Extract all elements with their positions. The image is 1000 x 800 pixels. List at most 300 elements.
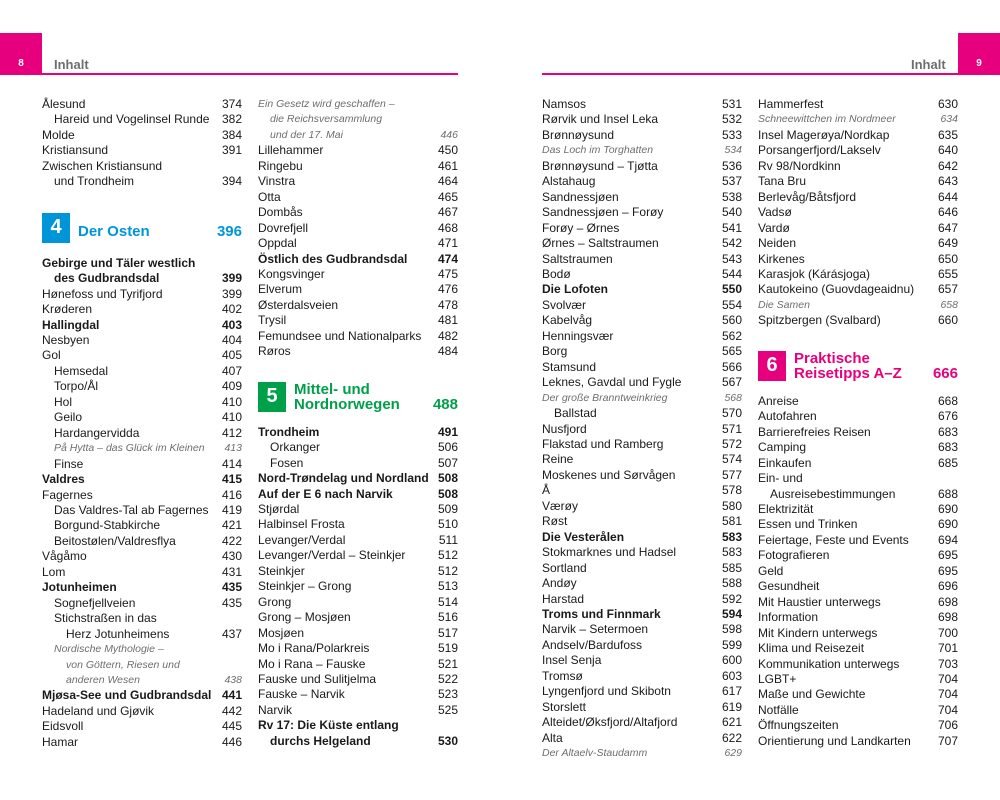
toc-entry[interactable] bbox=[758, 610, 958, 625]
toc-entry[interactable] bbox=[258, 252, 458, 267]
toc-entry[interactable] bbox=[258, 282, 458, 297]
toc-entry[interactable] bbox=[258, 687, 458, 702]
toc-entry-title: Alta bbox=[542, 730, 563, 745]
toc-entry[interactable] bbox=[542, 360, 742, 375]
toc-entry[interactable] bbox=[758, 298, 958, 313]
toc-entry-page: 382 bbox=[221, 112, 242, 127]
toc-entry[interactable] bbox=[758, 718, 958, 733]
toc-entry[interactable] bbox=[258, 329, 458, 344]
toc-entry-page: 577 bbox=[721, 467, 742, 482]
toc-entry[interactable] bbox=[42, 128, 242, 143]
toc-entry-page: 560 bbox=[721, 313, 742, 328]
toc-entry-page: 644 bbox=[937, 189, 958, 204]
toc-entry-page: 481 bbox=[437, 313, 458, 328]
toc-entry[interactable] bbox=[758, 221, 958, 236]
toc-entry[interactable] bbox=[758, 517, 958, 532]
toc-entry-title: Oppdal bbox=[258, 236, 297, 251]
toc-entry-title: Gesundheit bbox=[758, 579, 820, 594]
toc-entry-page: 704 bbox=[937, 687, 958, 702]
toc-entry-page: 629 bbox=[724, 747, 742, 760]
toc-entry[interactable] bbox=[758, 409, 958, 424]
toc-entry[interactable] bbox=[542, 746, 742, 761]
toc-entry[interactable] bbox=[758, 112, 958, 127]
toc-entry[interactable] bbox=[758, 579, 958, 594]
toc-entry-title: Ringebu bbox=[258, 158, 303, 173]
toc-entry[interactable] bbox=[42, 549, 242, 564]
toc-entry-title: Torpo/Ål bbox=[54, 379, 99, 394]
toc-entry-title: Røst bbox=[542, 514, 568, 529]
chapter-6-title bbox=[786, 351, 933, 381]
toc-entry[interactable] bbox=[542, 112, 742, 127]
toc-entry[interactable] bbox=[42, 256, 242, 271]
toc-entry[interactable] bbox=[42, 658, 242, 673]
toc-entry-page: 446 bbox=[440, 128, 458, 141]
toc-entry-title: Orientierung und Landkarten bbox=[758, 733, 911, 748]
toc-entry[interactable] bbox=[42, 426, 242, 441]
toc-entry[interactable] bbox=[542, 221, 742, 236]
toc-entry-title: Steinkjer bbox=[258, 563, 305, 578]
toc-entry-title: Nord-Trøndelag und Nordland bbox=[258, 471, 429, 486]
toc-entry[interactable] bbox=[258, 344, 458, 359]
toc-entry-page: 491 bbox=[437, 424, 458, 439]
toc-entry[interactable] bbox=[758, 533, 958, 548]
toc-entry[interactable] bbox=[542, 205, 742, 220]
toc-entry[interactable] bbox=[542, 236, 742, 251]
toc-entry-page: 685 bbox=[937, 455, 958, 470]
toc-entry[interactable] bbox=[542, 437, 742, 452]
toc-entry[interactable] bbox=[258, 548, 458, 563]
toc-entry[interactable] bbox=[42, 503, 242, 518]
toc-entry[interactable] bbox=[42, 704, 242, 719]
toc-entry[interactable] bbox=[258, 564, 458, 579]
toc-entry-page: 640 bbox=[937, 143, 958, 158]
toc-entry-page: 530 bbox=[437, 733, 458, 748]
toc-entry[interactable] bbox=[542, 731, 742, 746]
toc-entry-title: Rv 17: Die Küste entlang bbox=[258, 718, 399, 733]
toc-entry[interactable] bbox=[258, 471, 458, 486]
left-header-title: Inhalt bbox=[54, 57, 89, 72]
toc-entry[interactable] bbox=[258, 221, 458, 236]
toc-entry[interactable] bbox=[542, 592, 742, 607]
toc-entry[interactable] bbox=[258, 734, 458, 749]
toc-entry-title: Mit Haustier unterwegs bbox=[758, 594, 881, 609]
toc-entry-title: Henningsvær bbox=[542, 328, 614, 343]
toc-entry-page: 416 bbox=[221, 487, 242, 502]
toc-entry[interactable] bbox=[258, 533, 458, 548]
toc-entry[interactable] bbox=[758, 236, 958, 251]
toc-entry-title: Ein- und bbox=[758, 471, 803, 486]
toc-entry-title: Alstahaug bbox=[542, 174, 596, 189]
toc-entry-page: 698 bbox=[937, 594, 958, 609]
toc-entry-title: Andøy bbox=[542, 576, 577, 591]
toc-entry-page: 690 bbox=[937, 501, 958, 516]
toc-entry[interactable] bbox=[758, 425, 958, 440]
toc-entry[interactable] bbox=[758, 641, 958, 656]
toc-entry[interactable] bbox=[758, 657, 958, 672]
toc-entry-page bbox=[236, 611, 242, 626]
toc-entry[interactable] bbox=[258, 718, 458, 733]
toc-entry-page: 414 bbox=[221, 456, 242, 471]
toc-entry-title: Stokmarknes und Hadsel bbox=[542, 545, 677, 560]
toc-entry-page: 655 bbox=[937, 266, 958, 281]
toc-entry[interactable] bbox=[542, 143, 742, 158]
toc-entry[interactable] bbox=[42, 410, 242, 425]
toc-entry[interactable] bbox=[542, 375, 742, 390]
toc-entry-page: 512 bbox=[437, 548, 458, 563]
toc-entry-title: Bodø bbox=[542, 266, 571, 281]
toc-entry-page: 544 bbox=[721, 266, 742, 281]
toc-entry-page: 391 bbox=[221, 143, 242, 158]
toc-entry[interactable] bbox=[42, 688, 242, 703]
toc-entry[interactable] bbox=[758, 440, 958, 455]
toc-entry-title: Gol bbox=[42, 348, 61, 363]
toc-entry[interactable] bbox=[758, 687, 958, 702]
toc-entry[interactable] bbox=[542, 313, 742, 328]
toc-entry[interactable] bbox=[758, 471, 958, 486]
toc-entry[interactable] bbox=[758, 128, 958, 143]
toc-entry[interactable] bbox=[542, 576, 742, 591]
toc-entry-title: die Reichsversammlung bbox=[270, 113, 383, 126]
toc-entry[interactable] bbox=[258, 205, 458, 220]
toc-entry-title: Grong – Mosjøen bbox=[258, 610, 351, 625]
toc-entry[interactable] bbox=[758, 703, 958, 718]
toc-entry[interactable] bbox=[542, 97, 742, 112]
toc-entry-title: Kabelvåg bbox=[542, 313, 593, 328]
toc-entry[interactable] bbox=[758, 564, 958, 579]
toc-entry[interactable] bbox=[42, 565, 242, 580]
toc-entry-page: 634 bbox=[940, 113, 958, 126]
chapter-5-heading[interactable] bbox=[258, 382, 458, 414]
toc-entry[interactable] bbox=[542, 483, 742, 498]
toc-entry-title: Troms und Finnmark bbox=[542, 606, 661, 621]
toc-entry-title: Fotografieren bbox=[758, 548, 830, 563]
toc-entry-title: Die Samen bbox=[758, 298, 810, 311]
toc-entry[interactable] bbox=[758, 159, 958, 174]
chapter-6-page: 666 bbox=[932, 364, 958, 382]
toc-entry[interactable] bbox=[542, 715, 742, 730]
toc-entry-page: 399 bbox=[221, 286, 242, 301]
toc-entry[interactable] bbox=[42, 287, 242, 302]
toc-entry-page: 404 bbox=[221, 332, 242, 347]
toc-entry-page: 513 bbox=[437, 579, 458, 594]
toc-entry-title: Hallingdal bbox=[42, 317, 100, 332]
toc-entry[interactable] bbox=[42, 112, 242, 127]
toc-entry[interactable] bbox=[258, 128, 458, 143]
toc-entry[interactable] bbox=[542, 545, 742, 560]
toc-entry-title: Stamsund bbox=[542, 359, 597, 374]
toc-entry-title: Otta bbox=[258, 189, 281, 204]
toc-entry-page: 594 bbox=[721, 606, 742, 621]
toc-entry-title: Forøy – Ørnes bbox=[542, 220, 620, 235]
toc-entry[interactable] bbox=[258, 112, 458, 127]
toc-entry[interactable] bbox=[258, 425, 458, 440]
toc-entry[interactable] bbox=[42, 534, 242, 549]
toc-entry-page: 512 bbox=[437, 563, 458, 578]
toc-entry[interactable] bbox=[258, 610, 458, 625]
chapter-6-title-line-2: Reisetipps A–Z bbox=[794, 364, 902, 382]
toc-entry[interactable] bbox=[542, 252, 742, 267]
toc-entry-title: Mo i Rana/Polarkreis bbox=[258, 641, 370, 656]
toc-entry[interactable] bbox=[42, 441, 242, 456]
toc-entry-page: 525 bbox=[437, 702, 458, 717]
toc-entry-title: Sandnessjøen – Forøy bbox=[542, 205, 664, 220]
toc-entry[interactable] bbox=[258, 595, 458, 610]
toc-entry[interactable] bbox=[42, 611, 242, 626]
toc-entry-title: Maße und Gewichte bbox=[758, 687, 866, 702]
toc-entry[interactable] bbox=[542, 406, 742, 421]
toc-column-4 bbox=[758, 97, 958, 749]
toc-entry[interactable] bbox=[758, 487, 958, 502]
toc-entry[interactable] bbox=[542, 468, 742, 483]
toc-entry-title: Alteidet/Øksfjord/Altafjord bbox=[542, 715, 678, 730]
toc-entry[interactable] bbox=[758, 97, 958, 112]
toc-entry[interactable] bbox=[42, 271, 242, 286]
toc-entry[interactable] bbox=[758, 734, 958, 749]
toc-entry[interactable] bbox=[258, 267, 458, 282]
toc-entry[interactable] bbox=[542, 638, 742, 653]
toc-entry[interactable] bbox=[542, 653, 742, 668]
toc-entry-page: 516 bbox=[437, 610, 458, 625]
toc-entry[interactable] bbox=[42, 596, 242, 611]
toc-entry[interactable] bbox=[758, 205, 958, 220]
toc-entry-title: Information bbox=[758, 610, 819, 625]
toc-entry[interactable] bbox=[542, 514, 742, 529]
toc-entry[interactable] bbox=[542, 128, 742, 143]
toc-entry[interactable] bbox=[42, 673, 242, 688]
toc-entry-title: Der große Branntweinkrieg bbox=[542, 391, 668, 404]
toc-entry[interactable] bbox=[758, 394, 958, 409]
chapter-5-title-line-2: Nordnorwegen bbox=[294, 395, 400, 413]
toc-entry[interactable] bbox=[542, 499, 742, 514]
toc-entry-title: Finse bbox=[54, 456, 84, 471]
toc-entry-page: 508 bbox=[437, 471, 458, 486]
toc-entry[interactable] bbox=[542, 329, 742, 344]
chapter-4-page: 396 bbox=[216, 223, 242, 241]
toc-entry[interactable] bbox=[258, 159, 458, 174]
toc-entry-title: Feiertage, Feste und Events bbox=[758, 532, 909, 547]
toc-entry-page: 650 bbox=[937, 251, 958, 266]
toc-entry[interactable] bbox=[42, 719, 242, 734]
toc-entry-page: 507 bbox=[437, 455, 458, 470]
toc-entry-title: Borgund-Stabkirche bbox=[54, 518, 161, 533]
toc-entry-title: Kongsvinger bbox=[258, 266, 325, 281]
toc-entry-page: 592 bbox=[721, 591, 742, 606]
toc-entry[interactable] bbox=[542, 452, 742, 467]
toc-entry-title: Camping bbox=[758, 440, 807, 455]
toc-entry[interactable] bbox=[758, 252, 958, 267]
toc-entry-page: 630 bbox=[937, 97, 958, 111]
toc-entry-title: LGBT+ bbox=[758, 671, 797, 686]
toc-entry-page: 554 bbox=[721, 297, 742, 312]
toc-entry-title: Elverum bbox=[258, 282, 303, 297]
toc-entry[interactable] bbox=[542, 669, 742, 684]
toc-entry-page: 646 bbox=[937, 205, 958, 220]
toc-entry[interactable] bbox=[542, 282, 742, 297]
toc-entry[interactable] bbox=[758, 595, 958, 610]
toc-entry[interactable] bbox=[258, 143, 458, 158]
toc-entry[interactable] bbox=[42, 318, 242, 333]
toc-entry-page: 374 bbox=[221, 97, 242, 111]
toc-entry-title: Molde bbox=[42, 127, 75, 142]
toc-entry-title: Elektrizität bbox=[758, 501, 814, 516]
toc-entry-page: 399 bbox=[221, 271, 242, 286]
toc-entry-title: Gebirge und Täler westlich bbox=[42, 255, 196, 270]
toc-entry[interactable] bbox=[258, 657, 458, 672]
toc-entry[interactable] bbox=[258, 298, 458, 313]
toc-entry[interactable] bbox=[542, 190, 742, 205]
toc-entry[interactable] bbox=[42, 143, 242, 158]
toc-entry[interactable] bbox=[258, 703, 458, 718]
toc-entry-title: Klima und Reisezeit bbox=[758, 641, 865, 656]
toc-entry[interactable] bbox=[542, 622, 742, 637]
toc-entry[interactable] bbox=[758, 174, 958, 189]
toc-entry[interactable] bbox=[758, 502, 958, 517]
toc-entry[interactable] bbox=[42, 97, 242, 112]
toc-entry[interactable] bbox=[258, 97, 458, 112]
toc-entry-title: Brønnøysund bbox=[542, 127, 615, 142]
toc-entry-title: Kirkenes bbox=[758, 251, 805, 266]
toc-entry-page: 532 bbox=[721, 112, 742, 127]
toc-entry[interactable] bbox=[542, 561, 742, 576]
toc-entry-title: Lyngenfjord und Skibotn bbox=[542, 684, 671, 699]
toc-entry-page: 519 bbox=[437, 641, 458, 656]
toc-entry-title: Die Lofoten bbox=[542, 282, 608, 297]
toc-entry[interactable] bbox=[542, 607, 742, 622]
toc-entry[interactable] bbox=[42, 642, 242, 657]
toc-entry[interactable] bbox=[42, 580, 242, 595]
toc-entry-title: des Gudbrandsdal bbox=[54, 271, 160, 286]
toc-entry[interactable] bbox=[258, 456, 458, 471]
toc-entry[interactable] bbox=[542, 391, 742, 406]
toc-entry[interactable] bbox=[758, 672, 958, 687]
toc-entry-title: Tromsø bbox=[542, 668, 583, 683]
toc-entry[interactable] bbox=[758, 282, 958, 297]
toc-entry-page: 517 bbox=[437, 625, 458, 640]
right-header-title: Inhalt bbox=[911, 57, 946, 72]
toc-entry-title: Trysil bbox=[258, 313, 287, 328]
toc-entry[interactable] bbox=[542, 684, 742, 699]
toc-entry[interactable] bbox=[258, 236, 458, 251]
toc-entry[interactable] bbox=[542, 159, 742, 174]
toc-entry-page: 588 bbox=[721, 576, 742, 591]
toc-entry-title: Stjørdal bbox=[258, 501, 300, 516]
toc-entry-title: Vågåmo bbox=[42, 549, 87, 564]
toc-entry[interactable] bbox=[758, 548, 958, 563]
toc-entry[interactable] bbox=[542, 298, 742, 313]
toc-entry-page: 522 bbox=[437, 671, 458, 686]
toc-entry[interactable] bbox=[258, 313, 458, 328]
toc-entry[interactable] bbox=[542, 530, 742, 545]
toc-entry-title: Vadsø bbox=[758, 205, 792, 220]
toc-entry[interactable] bbox=[42, 364, 242, 379]
toc-entry[interactable] bbox=[42, 518, 242, 533]
toc-entry[interactable] bbox=[42, 472, 242, 487]
toc-entry[interactable] bbox=[758, 313, 958, 328]
toc-entry-page: 407 bbox=[221, 363, 242, 378]
toc-entry[interactable] bbox=[542, 174, 742, 189]
toc-entry[interactable] bbox=[42, 348, 242, 363]
toc-entry-page: 438 bbox=[224, 673, 242, 686]
toc-entry-page: 410 bbox=[221, 410, 242, 425]
toc-entry[interactable] bbox=[258, 190, 458, 205]
toc-entry[interactable] bbox=[758, 267, 958, 282]
toc-entry[interactable] bbox=[258, 672, 458, 687]
toc-entry[interactable] bbox=[258, 502, 458, 517]
toc-entry[interactable] bbox=[258, 641, 458, 656]
toc-entry-title: Trondheim bbox=[258, 424, 320, 439]
toc-entry-title: Hemsedal bbox=[54, 363, 109, 378]
toc-entry[interactable] bbox=[758, 626, 958, 641]
toc-entry-title: Nusfjord bbox=[542, 421, 587, 436]
toc-entry[interactable] bbox=[542, 422, 742, 437]
toc-entry-page: 467 bbox=[437, 205, 458, 220]
toc-entry[interactable] bbox=[42, 627, 242, 642]
toc-entry[interactable] bbox=[258, 517, 458, 532]
toc-entry-page: 704 bbox=[937, 702, 958, 717]
toc-entry[interactable] bbox=[42, 159, 242, 174]
toc-entry-page: 437 bbox=[221, 626, 242, 641]
toc-entry-title: Hol bbox=[54, 394, 73, 409]
toc-entry-page: 531 bbox=[721, 97, 742, 111]
toc-entry[interactable] bbox=[42, 379, 242, 394]
toc-entry-page: 394 bbox=[221, 174, 242, 189]
toc-entry[interactable] bbox=[42, 735, 242, 750]
toc-entry[interactable] bbox=[758, 143, 958, 158]
toc-entry-title: Östlich des Gudbrandsdal bbox=[258, 251, 408, 266]
toc-entry[interactable] bbox=[758, 190, 958, 205]
toc-entry[interactable] bbox=[258, 579, 458, 594]
toc-entry[interactable] bbox=[42, 302, 242, 317]
toc-entry[interactable] bbox=[258, 174, 458, 189]
chapter-4-heading[interactable] bbox=[42, 212, 242, 244]
toc-entry-title: Flakstad und Ramberg bbox=[542, 436, 664, 451]
toc-entry-title: Öffnungszeiten bbox=[758, 718, 839, 733]
chapter-6-heading[interactable] bbox=[758, 351, 958, 383]
toc-entry-title: Spitzbergen (Svalbard) bbox=[758, 313, 881, 328]
toc-entry[interactable] bbox=[542, 344, 742, 359]
toc-entry-title: Geld bbox=[758, 563, 784, 578]
toc-entry-title: Hareid und Vogelinsel Runde bbox=[54, 112, 210, 127]
toc-entry[interactable] bbox=[42, 488, 242, 503]
toc-entry-title: Zwischen Kristiansund bbox=[42, 158, 163, 173]
toc-entry[interactable] bbox=[42, 333, 242, 348]
toc-entry-title: Beitostølen/Valdresflya bbox=[54, 533, 176, 548]
toc-entry[interactable] bbox=[542, 700, 742, 715]
toc-entry-title: Essen und Trinken bbox=[758, 517, 858, 532]
toc-entry-title: Halbinsel Frosta bbox=[258, 517, 345, 532]
toc-entry-page: 536 bbox=[721, 158, 742, 173]
toc-entry-page: 514 bbox=[437, 594, 458, 609]
toc-entry[interactable] bbox=[258, 626, 458, 641]
toc-entry-title: Einkaufen bbox=[758, 455, 812, 470]
toc-entry[interactable] bbox=[542, 267, 742, 282]
toc-entry-title: Anreise bbox=[758, 393, 799, 408]
toc-entry[interactable] bbox=[42, 457, 242, 472]
toc-entry[interactable] bbox=[758, 456, 958, 471]
toc-entry-title: Hardangervidda bbox=[54, 425, 140, 440]
toc-entry[interactable] bbox=[42, 174, 242, 189]
toc-entry[interactable] bbox=[258, 487, 458, 502]
toc-entry-title: Berlevåg/Båtsfjord bbox=[758, 189, 857, 204]
toc-entry-title: Lom bbox=[42, 564, 66, 579]
toc-entry-page: 583 bbox=[721, 529, 742, 544]
toc-entry[interactable] bbox=[42, 395, 242, 410]
toc-entry-page bbox=[452, 718, 458, 733]
toc-entry[interactable] bbox=[258, 440, 458, 455]
toc-entry-page: 567 bbox=[721, 375, 742, 390]
toc-entry-title: Harstad bbox=[542, 591, 585, 606]
toc-entry-page: 683 bbox=[937, 424, 958, 439]
